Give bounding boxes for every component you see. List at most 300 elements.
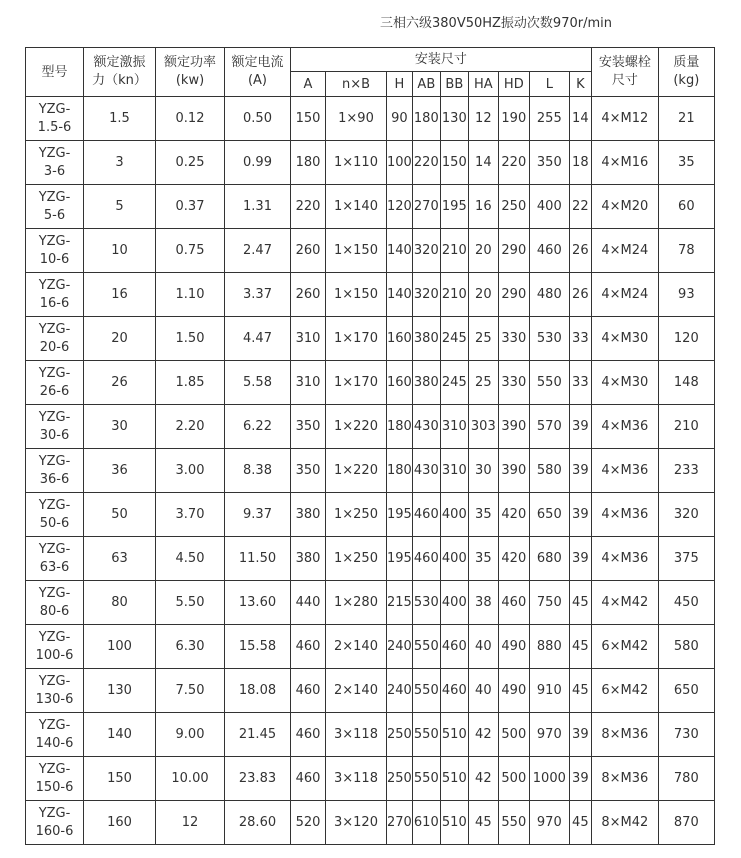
cell-ab: 550	[412, 713, 440, 757]
cell-ab: 380	[412, 317, 440, 361]
cell-model-line1: YZG-	[38, 233, 71, 249]
cell-hd: 490	[498, 669, 529, 713]
cell-bolt: 4×M42	[591, 581, 658, 625]
cell-k: 39	[569, 537, 591, 581]
cell-ha: 20	[468, 273, 498, 317]
header-bolt-line1: 安装螺栓	[598, 55, 651, 70]
table-row	[26, 581, 715, 625]
cell-mass: 730	[658, 713, 714, 757]
cell-model-line2: 26-6	[39, 383, 70, 399]
cell-bb: 400	[440, 537, 468, 581]
cell-bb: 150	[440, 141, 468, 185]
table-row	[26, 757, 715, 801]
cell-bolt: 6×M42	[591, 669, 658, 713]
cell-model	[26, 757, 84, 801]
cell-l: 580	[529, 449, 569, 493]
cell-power: 4.50	[156, 537, 225, 581]
cell-model-line2: 150-6	[35, 779, 74, 795]
cell-nxb: 3×118	[326, 757, 387, 801]
cell-hd: 460	[498, 581, 529, 625]
cell-current: 8.38	[225, 449, 291, 493]
table-row	[26, 229, 715, 273]
cell-model-line1: YZG-	[38, 189, 71, 205]
header-current	[225, 48, 291, 97]
cell-nxb: 1×250	[326, 493, 387, 537]
cell-ab: 180	[412, 97, 440, 141]
cell-h: 240	[387, 669, 413, 713]
cell-ha: 35	[468, 493, 498, 537]
cell-power: 1.50	[156, 317, 225, 361]
table-row	[26, 713, 715, 757]
cell-bb: 400	[440, 581, 468, 625]
cell-mass: 148	[658, 361, 714, 405]
cell-model-line2: 36-6	[39, 471, 70, 487]
cell-h: 250	[387, 757, 413, 801]
cell-force: 10	[84, 229, 156, 273]
table-row	[26, 97, 715, 141]
cell-ha: 14	[468, 141, 498, 185]
cell-k: 39	[569, 757, 591, 801]
cell-mass: 580	[658, 625, 714, 669]
cell-ab: 430	[412, 405, 440, 449]
cell-model-line2: 30-6	[39, 427, 70, 443]
cell-hd: 390	[498, 405, 529, 449]
cell-k: 33	[569, 317, 591, 361]
cell-h: 180	[387, 449, 413, 493]
cell-h: 215	[387, 581, 413, 625]
cell-bolt: 4×M30	[591, 361, 658, 405]
cell-model-line2: 130-6	[35, 691, 74, 707]
cell-force: 5	[84, 185, 156, 229]
cell-ha: 40	[468, 669, 498, 713]
cell-a: 260	[291, 273, 326, 317]
cell-bb: 510	[440, 757, 468, 801]
header-force-line1: 额定激振	[93, 55, 146, 70]
cell-model-line1: YZG-	[38, 629, 71, 645]
cell-bolt: 4×M36	[591, 493, 658, 537]
header-sub-a: A	[291, 72, 326, 97]
cell-nxb: 1×220	[326, 405, 387, 449]
cell-a: 260	[291, 229, 326, 273]
cell-bb: 460	[440, 625, 468, 669]
cell-current: 18.08	[225, 669, 291, 713]
cell-mass: 320	[658, 493, 714, 537]
cell-l: 550	[529, 361, 569, 405]
cell-bb: 245	[440, 317, 468, 361]
cell-a: 460	[291, 625, 326, 669]
cell-current: 9.37	[225, 493, 291, 537]
cell-h: 240	[387, 625, 413, 669]
cell-hd: 290	[498, 273, 529, 317]
cell-model	[26, 669, 84, 713]
cell-l: 460	[529, 229, 569, 273]
cell-l: 970	[529, 801, 569, 845]
cell-model	[26, 449, 84, 493]
cell-model	[26, 273, 84, 317]
cell-nxb: 1×150	[326, 273, 387, 317]
cell-ha: 45	[468, 801, 498, 845]
cell-model-line1: YZG-	[38, 497, 71, 513]
cell-a: 350	[291, 405, 326, 449]
cell-current: 6.22	[225, 405, 291, 449]
cell-nxb: 1×170	[326, 361, 387, 405]
cell-force: 130	[84, 669, 156, 713]
cell-ha: 35	[468, 537, 498, 581]
cell-ha: 303	[468, 405, 498, 449]
header-mass-line2: (kg)	[673, 73, 700, 88]
cell-bb: 310	[440, 405, 468, 449]
cell-nxb: 1×110	[326, 141, 387, 185]
header-force	[84, 48, 156, 97]
cell-force: 30	[84, 405, 156, 449]
cell-ha: 25	[468, 361, 498, 405]
cell-mass: 870	[658, 801, 714, 845]
cell-bb: 130	[440, 97, 468, 141]
cell-k: 26	[569, 229, 591, 273]
cell-model	[26, 185, 84, 229]
cell-force: 150	[84, 757, 156, 801]
header-sub-k: K	[569, 72, 591, 97]
cell-bb: 510	[440, 801, 468, 845]
cell-power: 3.00	[156, 449, 225, 493]
cell-k: 22	[569, 185, 591, 229]
cell-nxb: 1×170	[326, 317, 387, 361]
cell-bolt: 4×M36	[591, 537, 658, 581]
cell-model-line1: YZG-	[38, 453, 71, 469]
cell-ha: 25	[468, 317, 498, 361]
header-current-line1: 额定电流	[231, 55, 284, 70]
cell-hd: 420	[498, 493, 529, 537]
cell-mass: 375	[658, 537, 714, 581]
cell-model-line1: YZG-	[38, 145, 71, 161]
cell-nxb: 2×140	[326, 625, 387, 669]
cell-h: 90	[387, 97, 413, 141]
cell-bolt: 6×M42	[591, 625, 658, 669]
cell-model	[26, 361, 84, 405]
cell-nxb: 2×140	[326, 669, 387, 713]
cell-model-line2: 1.5-6	[37, 119, 72, 135]
cell-model	[26, 141, 84, 185]
table-row	[26, 185, 715, 229]
cell-bolt: 8×M42	[591, 801, 658, 845]
cell-bolt: 4×M36	[591, 449, 658, 493]
table-row	[26, 317, 715, 361]
cell-model-line1: YZG-	[38, 761, 71, 777]
cell-l: 350	[529, 141, 569, 185]
cell-power: 2.20	[156, 405, 225, 449]
cell-hd: 190	[498, 97, 529, 141]
cell-model	[26, 317, 84, 361]
cell-current: 3.37	[225, 273, 291, 317]
cell-a: 380	[291, 537, 326, 581]
cell-nxb: 1×280	[326, 581, 387, 625]
cell-k: 39	[569, 493, 591, 537]
header-sub-nxb: n×B	[326, 72, 387, 97]
cell-l: 480	[529, 273, 569, 317]
table-row	[26, 537, 715, 581]
cell-mass: 78	[658, 229, 714, 273]
cell-bolt: 8×M36	[591, 757, 658, 801]
cell-power: 0.12	[156, 97, 225, 141]
cell-current: 5.58	[225, 361, 291, 405]
cell-ha: 12	[468, 97, 498, 141]
cell-bolt: 4×M30	[591, 317, 658, 361]
cell-mass: 780	[658, 757, 714, 801]
cell-power: 12	[156, 801, 225, 845]
cell-current: 0.50	[225, 97, 291, 141]
cell-hd: 390	[498, 449, 529, 493]
cell-power: 5.50	[156, 581, 225, 625]
cell-bb: 210	[440, 229, 468, 273]
header-model: 型号	[26, 48, 84, 97]
cell-model-line2: 20-6	[39, 339, 70, 355]
cell-k: 39	[569, 449, 591, 493]
cell-model	[26, 801, 84, 845]
cell-l: 1000	[529, 757, 569, 801]
cell-force: 16	[84, 273, 156, 317]
cell-bb: 310	[440, 449, 468, 493]
cell-mass: 93	[658, 273, 714, 317]
cell-ab: 550	[412, 669, 440, 713]
cell-h: 120	[387, 185, 413, 229]
cell-ab: 460	[412, 493, 440, 537]
cell-l: 750	[529, 581, 569, 625]
cell-current: 21.45	[225, 713, 291, 757]
cell-model-line1: YZG-	[38, 101, 71, 117]
header-install-dimensions: 安装尺寸	[291, 48, 592, 72]
cell-l: 650	[529, 493, 569, 537]
cell-power: 1.10	[156, 273, 225, 317]
cell-a: 220	[291, 185, 326, 229]
table-row	[26, 449, 715, 493]
cell-ab: 460	[412, 537, 440, 581]
cell-bb: 245	[440, 361, 468, 405]
cell-model	[26, 229, 84, 273]
cell-force: 63	[84, 537, 156, 581]
cell-mass: 21	[658, 97, 714, 141]
cell-ab: 530	[412, 581, 440, 625]
cell-mass: 210	[658, 405, 714, 449]
cell-h: 270	[387, 801, 413, 845]
cell-k: 39	[569, 713, 591, 757]
cell-k: 45	[569, 801, 591, 845]
cell-a: 150	[291, 97, 326, 141]
cell-model-line2: 5-6	[43, 207, 66, 223]
cell-bb: 400	[440, 493, 468, 537]
cell-h: 195	[387, 493, 413, 537]
cell-bb: 195	[440, 185, 468, 229]
cell-ha: 38	[468, 581, 498, 625]
cell-current: 1.31	[225, 185, 291, 229]
table-row	[26, 141, 715, 185]
cell-ha: 40	[468, 625, 498, 669]
cell-h: 140	[387, 273, 413, 317]
cell-power: 0.25	[156, 141, 225, 185]
cell-force: 50	[84, 493, 156, 537]
table-row	[26, 273, 715, 317]
cell-k: 45	[569, 581, 591, 625]
table-row	[26, 493, 715, 537]
cell-a: 460	[291, 669, 326, 713]
cell-a: 310	[291, 361, 326, 405]
cell-current: 2.47	[225, 229, 291, 273]
cell-ab: 270	[412, 185, 440, 229]
cell-nxb: 1×250	[326, 537, 387, 581]
cell-h: 180	[387, 405, 413, 449]
cell-ab: 220	[412, 141, 440, 185]
cell-a: 460	[291, 713, 326, 757]
cell-k: 14	[569, 97, 591, 141]
cell-model-line2: 3-6	[43, 163, 66, 179]
header-sub-ab: AB	[412, 72, 440, 97]
cell-model-line1: YZG-	[38, 805, 71, 821]
cell-model-line2: 10-6	[39, 251, 70, 267]
cell-model-line2: 160-6	[35, 823, 74, 839]
cell-hd: 290	[498, 229, 529, 273]
cell-l: 880	[529, 625, 569, 669]
cell-model	[26, 405, 84, 449]
cell-model-line1: YZG-	[38, 409, 71, 425]
cell-a: 440	[291, 581, 326, 625]
header-power	[156, 48, 225, 97]
cell-power: 10.00	[156, 757, 225, 801]
header-force-line2: 力（kn）	[92, 73, 147, 88]
cell-model	[26, 97, 84, 141]
cell-bolt: 4×M12	[591, 97, 658, 141]
cell-k: 18	[569, 141, 591, 185]
cell-k: 45	[569, 669, 591, 713]
cell-mass: 120	[658, 317, 714, 361]
cell-nxb: 1×150	[326, 229, 387, 273]
table-caption: 三相六级380V50HZ振动次数970r/min	[380, 16, 612, 31]
cell-force: 80	[84, 581, 156, 625]
cell-bolt: 4×M24	[591, 273, 658, 317]
cell-h: 250	[387, 713, 413, 757]
cell-ha: 30	[468, 449, 498, 493]
cell-force: 160	[84, 801, 156, 845]
cell-model-line2: 63-6	[39, 559, 70, 575]
cell-current: 23.83	[225, 757, 291, 801]
cell-force: 26	[84, 361, 156, 405]
cell-model-line1: YZG-	[38, 277, 71, 293]
cell-hd: 330	[498, 361, 529, 405]
header-sub-hd: HD	[498, 72, 529, 97]
cell-ab: 550	[412, 625, 440, 669]
header-power-line1: 额定功率	[163, 55, 216, 70]
cell-ha: 20	[468, 229, 498, 273]
cell-power: 0.37	[156, 185, 225, 229]
cell-ab: 320	[412, 229, 440, 273]
cell-force: 100	[84, 625, 156, 669]
cell-hd: 250	[498, 185, 529, 229]
cell-nxb: 3×120	[326, 801, 387, 845]
cell-mass: 233	[658, 449, 714, 493]
cell-nxb: 3×118	[326, 713, 387, 757]
cell-l: 970	[529, 713, 569, 757]
cell-k: 39	[569, 405, 591, 449]
cell-ha: 16	[468, 185, 498, 229]
cell-h: 140	[387, 229, 413, 273]
cell-bolt: 8×M36	[591, 713, 658, 757]
cell-a: 310	[291, 317, 326, 361]
cell-bb: 210	[440, 273, 468, 317]
cell-ha: 42	[468, 713, 498, 757]
cell-hd: 500	[498, 713, 529, 757]
table-row	[26, 361, 715, 405]
cell-hd: 420	[498, 537, 529, 581]
cell-power: 6.30	[156, 625, 225, 669]
cell-l: 400	[529, 185, 569, 229]
cell-model-line1: YZG-	[38, 717, 71, 733]
table-row	[26, 625, 715, 669]
cell-ab: 320	[412, 273, 440, 317]
cell-power: 1.85	[156, 361, 225, 405]
cell-nxb: 1×140	[326, 185, 387, 229]
cell-l: 570	[529, 405, 569, 449]
cell-power: 9.00	[156, 713, 225, 757]
cell-h: 160	[387, 361, 413, 405]
header-mass	[658, 48, 714, 97]
cell-bolt: 4×M20	[591, 185, 658, 229]
cell-current: 11.50	[225, 537, 291, 581]
cell-model	[26, 625, 84, 669]
header-current-line2: (A)	[247, 73, 268, 88]
cell-a: 180	[291, 141, 326, 185]
cell-bb: 510	[440, 713, 468, 757]
cell-power: 0.75	[156, 229, 225, 273]
cell-model-line1: YZG-	[38, 365, 71, 381]
header-bolt-line2: 尺寸	[611, 73, 638, 88]
cell-ab: 430	[412, 449, 440, 493]
table-body	[26, 97, 715, 845]
cell-model	[26, 537, 84, 581]
header-mass-line1: 质量	[673, 55, 700, 70]
cell-current: 15.58	[225, 625, 291, 669]
cell-model-line2: 100-6	[35, 647, 74, 663]
cell-a: 350	[291, 449, 326, 493]
cell-hd: 330	[498, 317, 529, 361]
cell-a: 520	[291, 801, 326, 845]
cell-ab: 380	[412, 361, 440, 405]
cell-l: 530	[529, 317, 569, 361]
cell-model-line2: 140-6	[35, 735, 74, 751]
cell-model-line1: YZG-	[38, 541, 71, 557]
cell-model-line2: 16-6	[39, 295, 70, 311]
header-sub-bb: BB	[440, 72, 468, 97]
cell-model	[26, 581, 84, 625]
cell-h: 195	[387, 537, 413, 581]
cell-hd: 220	[498, 141, 529, 185]
cell-model-line1: YZG-	[38, 321, 71, 337]
cell-hd: 490	[498, 625, 529, 669]
cell-mass: 450	[658, 581, 714, 625]
cell-mass: 60	[658, 185, 714, 229]
cell-model-line2: 50-6	[39, 515, 70, 531]
header-bolt	[591, 48, 658, 97]
table-row	[26, 801, 715, 845]
cell-force: 1.5	[84, 97, 156, 141]
cell-a: 460	[291, 757, 326, 801]
cell-ha: 42	[468, 757, 498, 801]
cell-k: 33	[569, 361, 591, 405]
header-row-1	[26, 48, 715, 72]
cell-force: 20	[84, 317, 156, 361]
spec-table	[25, 47, 715, 845]
table-row	[26, 405, 715, 449]
cell-current: 4.47	[225, 317, 291, 361]
table-row	[26, 669, 715, 713]
cell-l: 910	[529, 669, 569, 713]
